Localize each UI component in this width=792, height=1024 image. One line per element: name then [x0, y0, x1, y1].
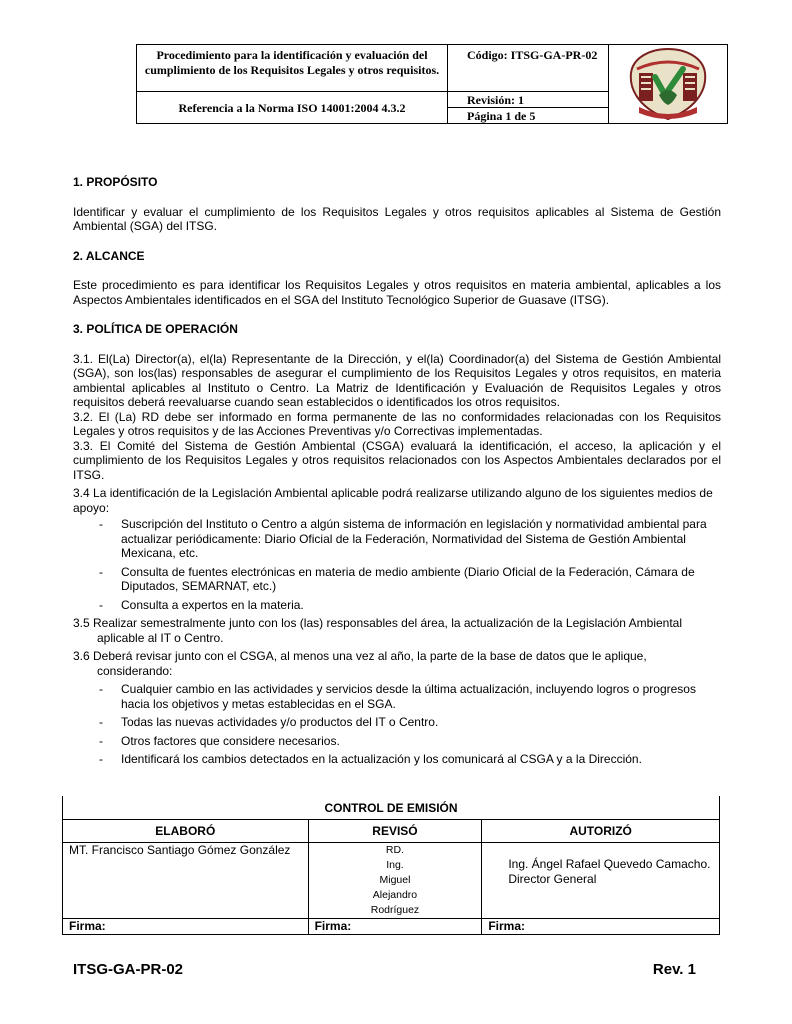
firma-autorizo: Firma:: [482, 919, 720, 935]
column-header-reviso: REVISÓ: [308, 820, 482, 843]
section-politica-heading: 3. POLÍTICA DE OPERACIÓN: [73, 322, 238, 336]
section-alcance-text: Este procedimiento es para identificar los Requisitos Legales y otros requisitos en materia ambiental, aplicables a los Aspectos Ambientales identificados en el SGA del Instituto Tecnológico Superior de Guasave (ITSG).: [73, 278, 721, 307]
list-item: - Otros factores que considere necesarios.: [73, 734, 721, 749]
reviso-line: RD.: [385, 844, 404, 856]
firma-reviso: Firma:: [308, 919, 482, 935]
elaboro-cell: [63, 843, 309, 919]
column-header-autorizo: AUTORIZÓ: [482, 820, 720, 843]
autorizo-cell: [482, 843, 720, 919]
autorizo-name: Ing. Ángel Rafael Quevedo Camacho.: [508, 857, 711, 871]
reviso-line: Rodríguez: [370, 904, 420, 916]
reviso-line: Ing.: [386, 859, 404, 871]
paragraph-3-1: 3.1. El(La) Director(a), el(la) Representante de la Dirección, y el(la) Coordinador(a) del Sistema de Gestión Ambiental (SGA), son los(las) responsables de asegurar el cumplimiento de los Requisitos Legales y otros requisitos, en materia ambiental aplicables al Instituto o Centro. La Matriz de Identificación y Evaluación de Requisitos Legales y otros requisitos deberá reevaluarse cuando sean establecidos o identificados los otros requisitos.: [73, 351, 721, 409]
paragraph-3-5: 3.5 Realizar semestralmente junto con los (las) responsables del área, la actualización de la Legislación Ambiental aplicable al IT o Centro.: [73, 616, 682, 645]
review-considerations-list: [73, 682, 721, 767]
support-media-list: [73, 517, 721, 612]
emission-control-table: [62, 796, 720, 935]
list-item: - Suscripción del Instituto o Centro a algún sistema de información en legislación y normatividad ambiental para actualizar periódicamente: Diario Oficial de la Federación, Normatividad del Sistema de Gestión Ambiental Mexicana, etc.: [73, 517, 721, 561]
list-item: - Consulta a expertos en la materia.: [73, 598, 721, 613]
paragraph-3-6: 3.6 Deberá revisar junto con el CSGA, al menos una vez al año, la parte de la base de datos que le aplique, considerando:: [73, 649, 647, 678]
section-proposito-heading: 1. PROPÓSITO: [73, 175, 158, 189]
footer-revision: Rev. 1: [652, 961, 696, 978]
paragraph-3-3: 3.3. El Comité del Sistema de Gestión Ambiental (CSGA) evaluará la identificación, el acceso, la aplicación y el cumplimiento de los Requisitos Legales y otros requisitos relacionados con los Aspectos Ambientales declarados por el ITSG.: [73, 438, 721, 482]
section-alcance-heading: 2. ALCANCE: [73, 248, 145, 263]
section-proposito-text: Identificar y evaluar el cumplimiento de los Requisitos Legales y otros requisitos aplicables al Sistema de Gestión Ambiental (SGA) del ITSG.: [73, 204, 721, 233]
list-item: - Cualquier cambio en las actividades y servicios desde la última actualización, incluyendo logros o progresos hacia los objetivos y metas establecidas en el SGA.: [73, 682, 721, 711]
reviso-line: Alejandro: [372, 889, 418, 901]
procedure-title: Procedimiento para la identificación y evaluación del cumplimiento de los Requisitos Legales y otros requisitos.: [136, 44, 448, 92]
list-item: - Todas las nuevas actividades y/o productos del IT o Centro.: [73, 715, 721, 730]
norm-reference: Referencia a la Norma ISO 14001:2004 4.3.2: [136, 91, 448, 124]
column-header-elaboro: ELABORÓ: [63, 820, 309, 843]
document-code: Código: ITSG-GA-PR-02: [447, 44, 609, 92]
institution-logo: [608, 44, 728, 124]
footer-document-code: ITSG-GA-PR-02: [73, 961, 184, 978]
document-body: [73, 175, 721, 767]
paragraph-3-4: 3.4 La identificación de la Legislación Ambiental aplicable podrá realizarse utilizando alguno de los siguientes medios de apoyo:: [73, 486, 713, 515]
list-item: - Consulta de fuentes electrónicas en materia de medio ambiente (Diario Oficial de la Federación, Cámara de Diputados, SEMARNAT, etc.): [73, 565, 721, 594]
paragraph-3-2: 3.2. El (La) RD debe ser informado en forma permanente de las no conformidades relacionadas con los Requisitos Legales y otros requisitos y de las Acciones Preventivas y/o Correctivas implementadas.: [73, 409, 721, 438]
reviso-line: Miguel: [379, 874, 411, 886]
firma-elaboro: Firma:: [63, 919, 309, 935]
page-number: Página 1 de 5: [447, 107, 609, 124]
list-item: - Identificará los cambios detectados en la actualización y los comunicará al CSGA y a la Dirección.: [73, 752, 721, 767]
emission-control-caption: CONTROL DE EMISIÓN: [63, 796, 720, 820]
emblem-icon: [625, 47, 711, 121]
elaboro-name: MT. Francisco Santiago Gómez González: [69, 843, 291, 857]
revision-number: Revisión: 1: [447, 91, 609, 108]
document-header: [136, 44, 728, 124]
reviso-cell: [308, 843, 482, 919]
autorizo-title: Director General: [508, 872, 597, 886]
